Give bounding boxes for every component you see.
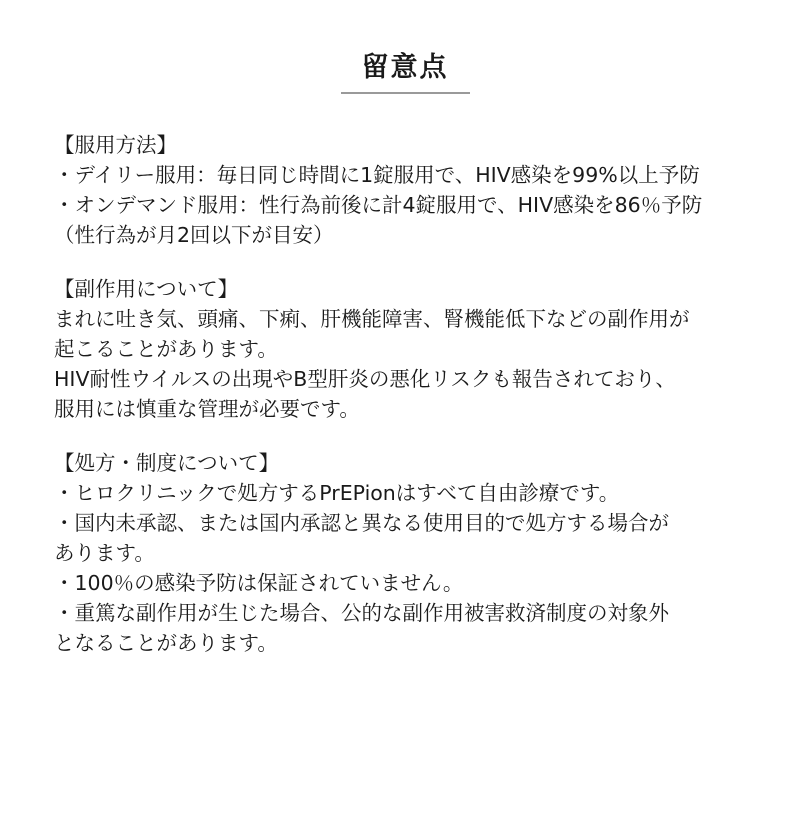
section-heading: 【副作用について】 [54, 277, 239, 301]
text-line: ・重篤な副作用が生じた場合、公的な副作用被害救済制度の対象外 [54, 601, 669, 625]
section-dosage [54, 130, 794, 250]
content [54, 130, 794, 658]
text-line: ・オンデマンド服用：性行為前後に計4錠服用で、HIV感染を86％予防 [54, 193, 703, 217]
section-gap [54, 424, 794, 448]
text-line: 起こることがあります。 [54, 337, 278, 361]
section-prescription [54, 448, 794, 658]
title-underline [341, 92, 470, 94]
text-line: ・ヒロクリニックで処方するPrEPionはすべて自由診療です。 [54, 481, 620, 505]
section-side-effects [54, 274, 794, 424]
text-line: （性行為が月2回以下が目安） [54, 223, 334, 247]
page-title: 留意点 [361, 52, 449, 83]
text-line: あります。 [54, 541, 155, 565]
text-line: ・デイリー服用：毎日同じ時間に1錠服用で、HIV感染を99%以上予防 [54, 163, 700, 187]
text-line: HIV耐性ウイルスの出現やB型肝炎の悪化リスクも報告されており、 [54, 367, 676, 391]
section-gap [54, 250, 794, 274]
text-line: となることがあります。 [54, 631, 278, 655]
title-wrap [0, 50, 810, 86]
section-heading: 【服用方法】 [54, 133, 177, 157]
text-line: まれに吐き気、頭痛、下痢、肝機能障害、腎機能低下などの副作用が [54, 307, 690, 331]
text-line: 服用には慎重な管理が必要です。 [54, 397, 360, 421]
text-line: ・国内未承認、または国内承認と異なる使用目的で処方する場合が [54, 511, 669, 535]
text-line: ・100％の感染予防は保証されていません。 [54, 571, 464, 595]
section-heading: 【処方・制度について】 [54, 451, 280, 475]
